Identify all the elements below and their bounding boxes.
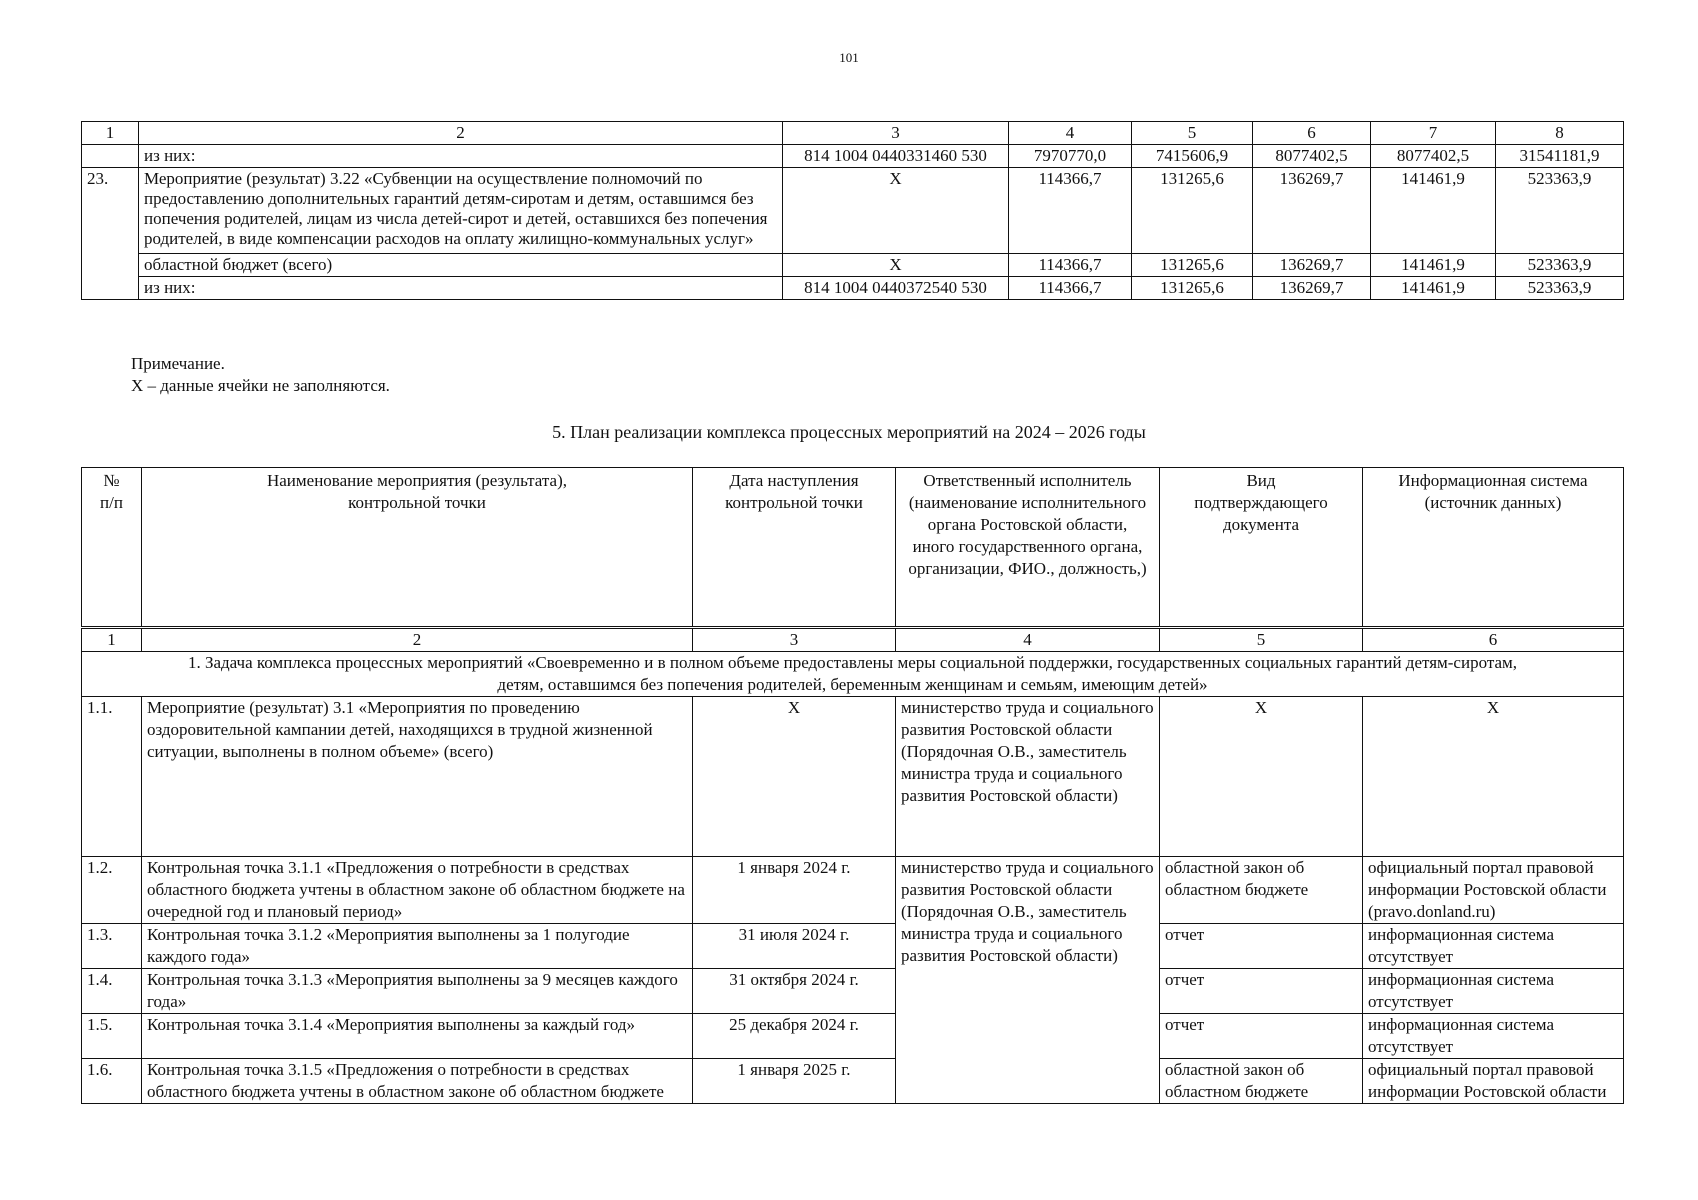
row-number: 1.3. [82,924,142,969]
row-number: 1.1. [82,697,142,857]
row-system: официальный портал правовой информации Ростовской области (pravo.donland.ru) [1363,857,1624,924]
plan-header-row [82,468,1624,628]
header-responsible: Ответственный исполнитель (наименование исполнительного органа Ростовской области, иного государственного органа, организации, ФИО., должность,) [896,468,1160,628]
plan-col-number: 1 [82,628,142,652]
row-number: 1.4. [82,969,142,1014]
table-row [82,145,1624,168]
plan-table [81,467,1624,1104]
budget-col-number: 5 [1132,122,1253,145]
row-system: X [1363,697,1624,857]
row-name: из них: [139,145,783,168]
row-number: 1.2. [82,857,142,924]
value-cell: 131265,6 [1132,254,1253,277]
plan-col-number: 2 [142,628,693,652]
budget-code: 814 1004 0440372540 530 [783,277,1009,300]
row-name: Контрольная точка 3.1.5 «Предложения о потребности в средствах областного бюджета учтены в областном законе об областном бюджете [142,1059,693,1104]
budget-col-number: 4 [1009,122,1132,145]
row-number: 1.6. [82,1059,142,1104]
row-doc: отчет [1160,969,1363,1014]
value-cell: 136269,7 [1253,277,1371,300]
budget-code: X [783,168,1009,254]
budget-col-number: 1 [82,122,139,145]
row-date: 31 июля 2024 г. [693,924,896,969]
header-system: Информационная система (источник данных) [1363,468,1624,628]
row-date: 1 января 2024 г. [693,857,896,924]
budget-col-number: 7 [1371,122,1496,145]
value-cell: 141461,9 [1371,277,1496,300]
task-heading: 1. Задача комплекса процессных мероприятий «Своевременно и в полном объеме предоставлены меры социальной поддержки, государственных социальных гарантий детям-сиротам, детям, оставшимся без попечения родителей, беременным женщинам и семьям, имеющим детей» [82,652,1624,697]
budget-code: X [783,254,1009,277]
budget-col-number: 2 [139,122,783,145]
value-cell: 31541181,9 [1496,145,1624,168]
row-date: 1 января 2025 г. [693,1059,896,1104]
plan-col-number: 6 [1363,628,1624,652]
budget-col-number: 8 [1496,122,1624,145]
value-cell: 7970770,0 [1009,145,1132,168]
value-cell: 114366,7 [1009,254,1132,277]
header-name: Наименование мероприятия (результата), контрольной точки [142,468,693,628]
row-system: информационная система отсутствует [1363,924,1624,969]
row-name: Контрольная точка 3.1.3 «Мероприятия выполнены за 9 месяцев каждого года» [142,969,693,1014]
row-doc: областной закон об областном бюджете [1160,857,1363,924]
row-name: Контрольная точка 3.1.2 «Мероприятия выполнены за 1 полугодие каждого года» [142,924,693,969]
row-name: Мероприятие (результат) 3.1 «Мероприятия по проведению оздоровительной кампании детей, находящихся в трудной жизненной ситуации, выполнены в полном объеме» (всего) [142,697,693,857]
budget-table [81,121,1624,300]
value-cell: 7415606,9 [1132,145,1253,168]
table-row [82,697,1624,857]
value-cell: 136269,7 [1253,254,1371,277]
section-title: 5. План реализации комплекса процессных мероприятий на 2024 – 2026 годы [552,422,1146,442]
value-cell: 523363,9 [1496,254,1624,277]
table-row [82,969,1624,1014]
row-name: из них: [139,277,783,300]
row-name: областной бюджет (всего) [139,254,783,277]
plan-col-number: 4 [896,628,1160,652]
table-row [82,857,1624,924]
plan-col-number: 3 [693,628,896,652]
row-system: информационная система отсутствует [1363,969,1624,1014]
page-number: 101 [839,50,859,65]
value-cell: 131265,6 [1132,168,1253,254]
header-num: № п/п [82,468,142,628]
row-number: 23. [82,168,139,300]
value-cell: 8077402,5 [1253,145,1371,168]
budget-col-number: 3 [783,122,1009,145]
value-cell: 141461,9 [1371,168,1496,254]
row-date: 31 октября 2024 г. [693,969,896,1014]
table-row [82,277,1624,300]
table-row [82,1059,1624,1104]
plan-colnum-row [82,628,1624,652]
budget-header-row [82,122,1624,145]
row-responsible-merged: министерство труда и социального развития Ростовской области (Порядочная О.В., заместитель министра труда и социального развития Ростовской области) [896,857,1160,1104]
row-name: Контрольная точка 3.1.1 «Предложения о потребности в средствах областного бюджета учтены в областном законе об областном бюджете на очередной год и плановый период» [142,857,693,924]
row-system: официальный портал правовой информации Ростовской области [1363,1059,1624,1104]
row-date: X [693,697,896,857]
row-system: информационная система отсутствует [1363,1014,1624,1059]
task-row [82,652,1624,697]
budget-code: 814 1004 0440331460 530 [783,145,1009,168]
value-cell: 114366,7 [1009,168,1132,254]
budget-col-number: 6 [1253,122,1371,145]
row-doc: отчет [1160,1014,1363,1059]
value-cell: 141461,9 [1371,254,1496,277]
row-date: 25 декабря 2024 г. [693,1014,896,1059]
note-text: X – данные ячейки не заполняются. [131,376,390,395]
row-doc: X [1160,697,1363,857]
row-doc: областной закон об областном бюджете [1160,1059,1363,1104]
header-doc: Вид подтверждающего документа [1160,468,1363,628]
table-row [82,168,1624,254]
row-doc: отчет [1160,924,1363,969]
row-number: 1.5. [82,1014,142,1059]
table-row [82,924,1624,969]
value-cell: 8077402,5 [1371,145,1496,168]
plan-col-number: 5 [1160,628,1363,652]
value-cell: 523363,9 [1496,168,1624,254]
row-name: Контрольная точка 3.1.4 «Мероприятия выполнены за каждый год» [142,1014,693,1059]
value-cell: 114366,7 [1009,277,1132,300]
table-row [82,1014,1624,1059]
row-name: Мероприятие (результат) 3.22 «Субвенции на осуществление полномочий по предоставлению дополнительных гарантий детям-сиротам и детям, оставшимся без попечения родителей, лицам из числа детей-сирот и детей, оставшихся без попечения родителей, в виде компенсации расходов на оплату жилищно-коммунальных услуг» [139,168,783,254]
value-cell: 136269,7 [1253,168,1371,254]
row-responsible: министерство труда и социального развития Ростовской области (Порядочная О.В., заместитель министра труда и социального развития Ростовской области) [896,697,1160,857]
table-row [82,254,1624,277]
header-date: Дата наступления контрольной точки [693,468,896,628]
row-number [82,145,139,168]
note-title: Примечание. [131,354,225,373]
value-cell: 131265,6 [1132,277,1253,300]
value-cell: 523363,9 [1496,277,1624,300]
